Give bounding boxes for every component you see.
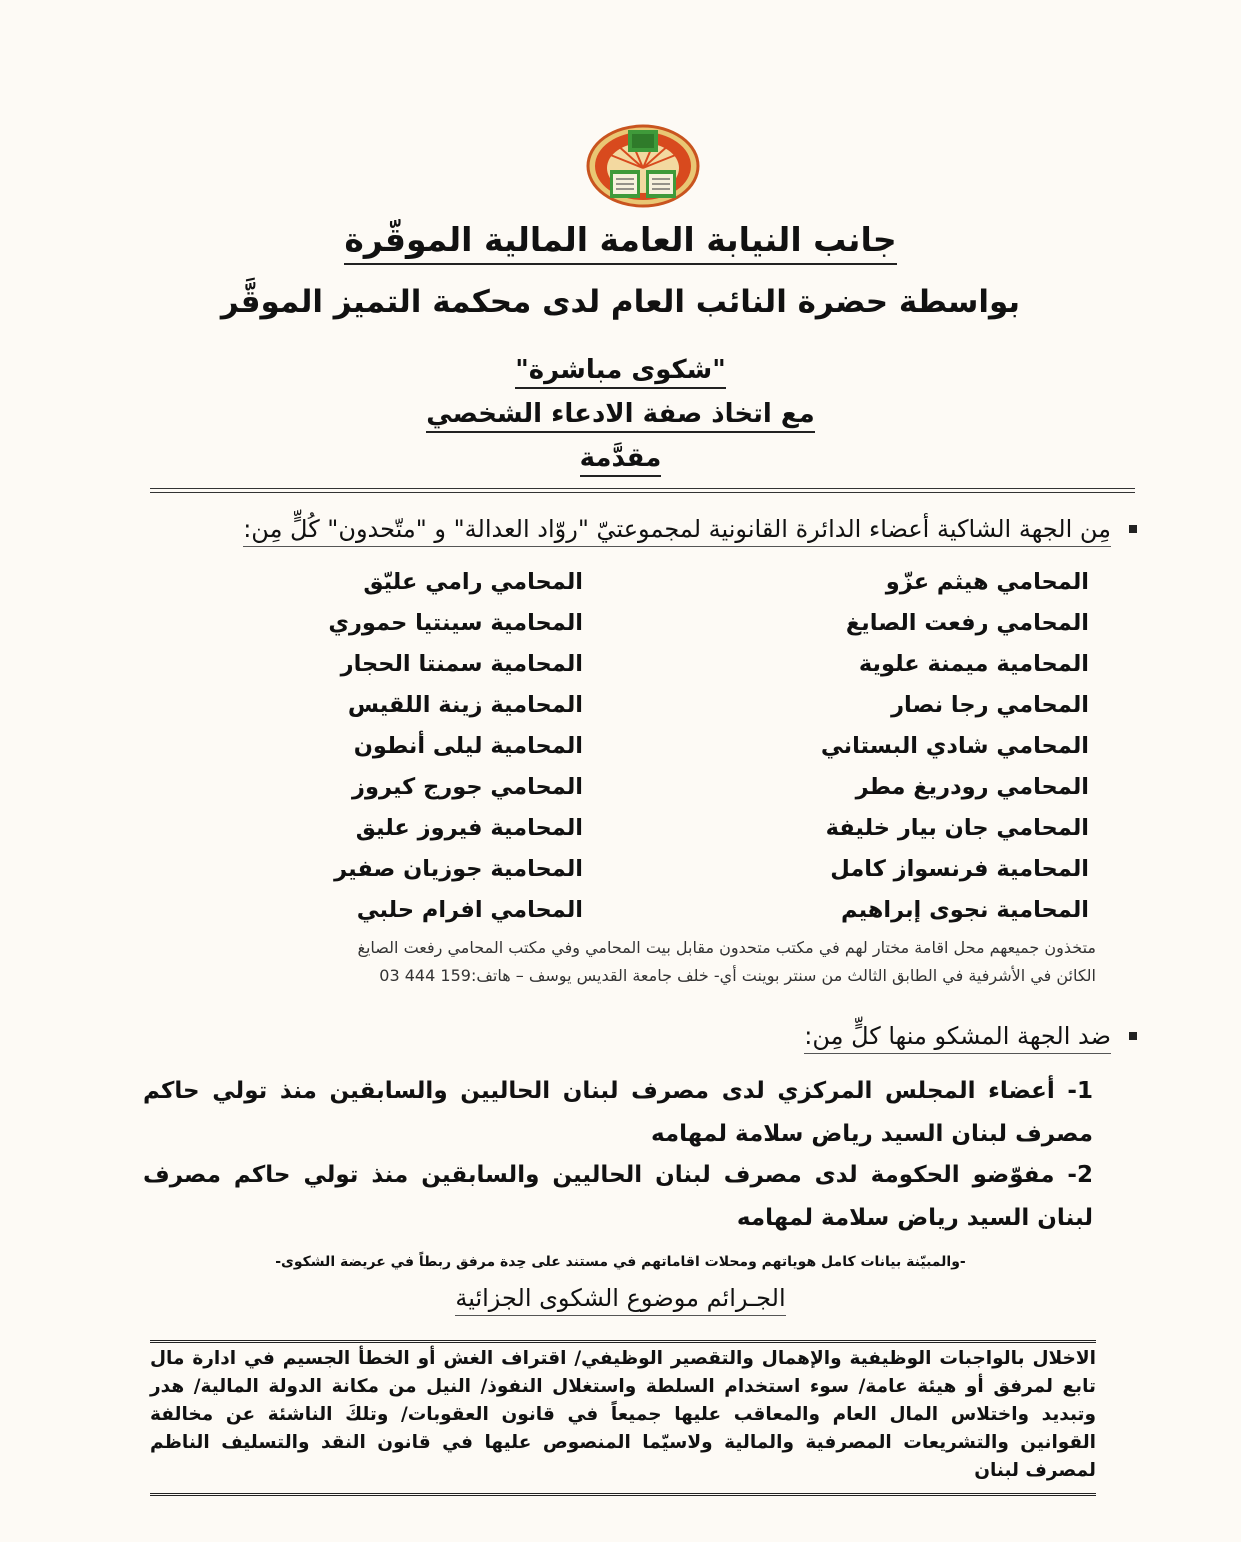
list-item: المحامي جان بيار خليفة xyxy=(825,815,1089,841)
list-item: المحامية سمنتا الحجار xyxy=(340,651,583,677)
bullet-icon xyxy=(1129,1032,1137,1040)
bullet-icon xyxy=(1129,525,1137,533)
list-item: المحامية ليلى أنطون xyxy=(353,733,583,759)
list-item: المحامي رامي عليّق xyxy=(363,569,583,595)
names-column-left xyxy=(328,564,583,933)
list-item: المحامي افرام حلبي xyxy=(356,897,583,923)
list-item: المحامية زينة اللقيس xyxy=(347,692,583,718)
address-line-1: متخذون جميعهم محل اقامة مختار لهم في مكتب متحدون مقابل بيت المحامي وفي مكتب المحامي رفعت الصايغ xyxy=(357,938,1096,957)
crimes-title: الجـرائم موضوع الشكوى الجزائية xyxy=(0,1284,1241,1312)
page-title: جانب النيابة العامة المالية الموقّرة xyxy=(0,220,1241,259)
complainants-intro: مِن الجهة الشاكية أعضاء الدائرة القانونية لمجموعتيّ "روّاد العدالة" و "متّحدون" كُلٍّ مِن: xyxy=(243,515,1111,543)
list-item: المحامية نجوى إبراهيم xyxy=(840,897,1089,923)
emblem-seal-icon xyxy=(586,124,700,208)
list-item: المحامي جورج كيروز xyxy=(352,774,583,800)
defendant-item-2: 2- مفوّضو الحكومة لدى مصرف لبنان الحاليين والسابقين منذ تولي حاكم مصرف لبنان السيد رياض سلامة لمهامه xyxy=(143,1162,1093,1231)
defendants-note: -والمبيّنة بيانات كامل هوياتهم ومحلات اقاماتهم في مستند على حِدة مرفق ربطاً في عريضة الشكوى- xyxy=(275,1254,966,1270)
list-item: المحامي هيثم عزّو xyxy=(885,569,1089,595)
list-item: المحامية فرنسواز كامل xyxy=(830,856,1089,882)
names-column-right xyxy=(821,564,1089,933)
list-item: المحامية جوزيان صفير xyxy=(334,856,583,882)
defendant-item-1: 1- أعضاء المجلس المركزي لدى مصرف لبنان الحاليين والسابقين منذ تولي حاكم مصرف لبنان السيد رياض سلامة لمهامه xyxy=(143,1078,1093,1147)
crimes-text: الاخلال بالواجبات الوظيفية والإهمال والتقصير الوظيفي/ اقتراف الغش أو الخطأ الجسيم في ادارة مال تابع لمرفق أو هيئة عامة/ سوء استخدام السلطة واستغلال النفوذ/ النيل من مكانة الدولة المالية/ هدر وتبديد واختلاس المال العام والمعاقب عليها جميعاً في قانون العقوبات/ وتلكَ الناشئة عن مخالفة القوانين والتشريعات المصرفية والمالية ولاسيّما المنصوص عليها في قانون النقد والتسليف الناظم لمصرف لبنان xyxy=(150,1348,1096,1481)
defendants-intro: ضد الجهة المشكو منها كلٍّ مِن: xyxy=(804,1022,1111,1050)
list-item: المحامية سينتيا حموري xyxy=(328,610,583,636)
list-item: المحامي رفعت الصايغ xyxy=(845,610,1089,636)
divider xyxy=(150,492,1135,493)
doc-qualifier: مع اتخاذ صفة الادعاء الشخصي xyxy=(0,399,1241,429)
list-item: المحامية فيروز عليق xyxy=(355,815,583,841)
doc-type: "شكوى مباشرة" xyxy=(0,355,1241,385)
list-item: المحامي رودريغ مطر xyxy=(855,774,1089,800)
page-subtitle: بواسطة حضرة النائب العام لدى محكمة التميز الموقَّر xyxy=(220,284,1021,320)
list-item: المحامي رجا نصار xyxy=(891,692,1089,718)
list-item: المحامية ميمنة علوية xyxy=(858,651,1089,677)
divider xyxy=(150,488,1135,489)
intro-heading: مقدَّمة xyxy=(0,443,1241,473)
address-line-2: الكائن في الأشرفية في الطابق الثالث من سنتر بوينت أي- خلف جامعة القديس يوسف – هاتف:159 444 03 xyxy=(379,966,1096,985)
list-item: المحامي شادي البستاني xyxy=(820,733,1089,759)
